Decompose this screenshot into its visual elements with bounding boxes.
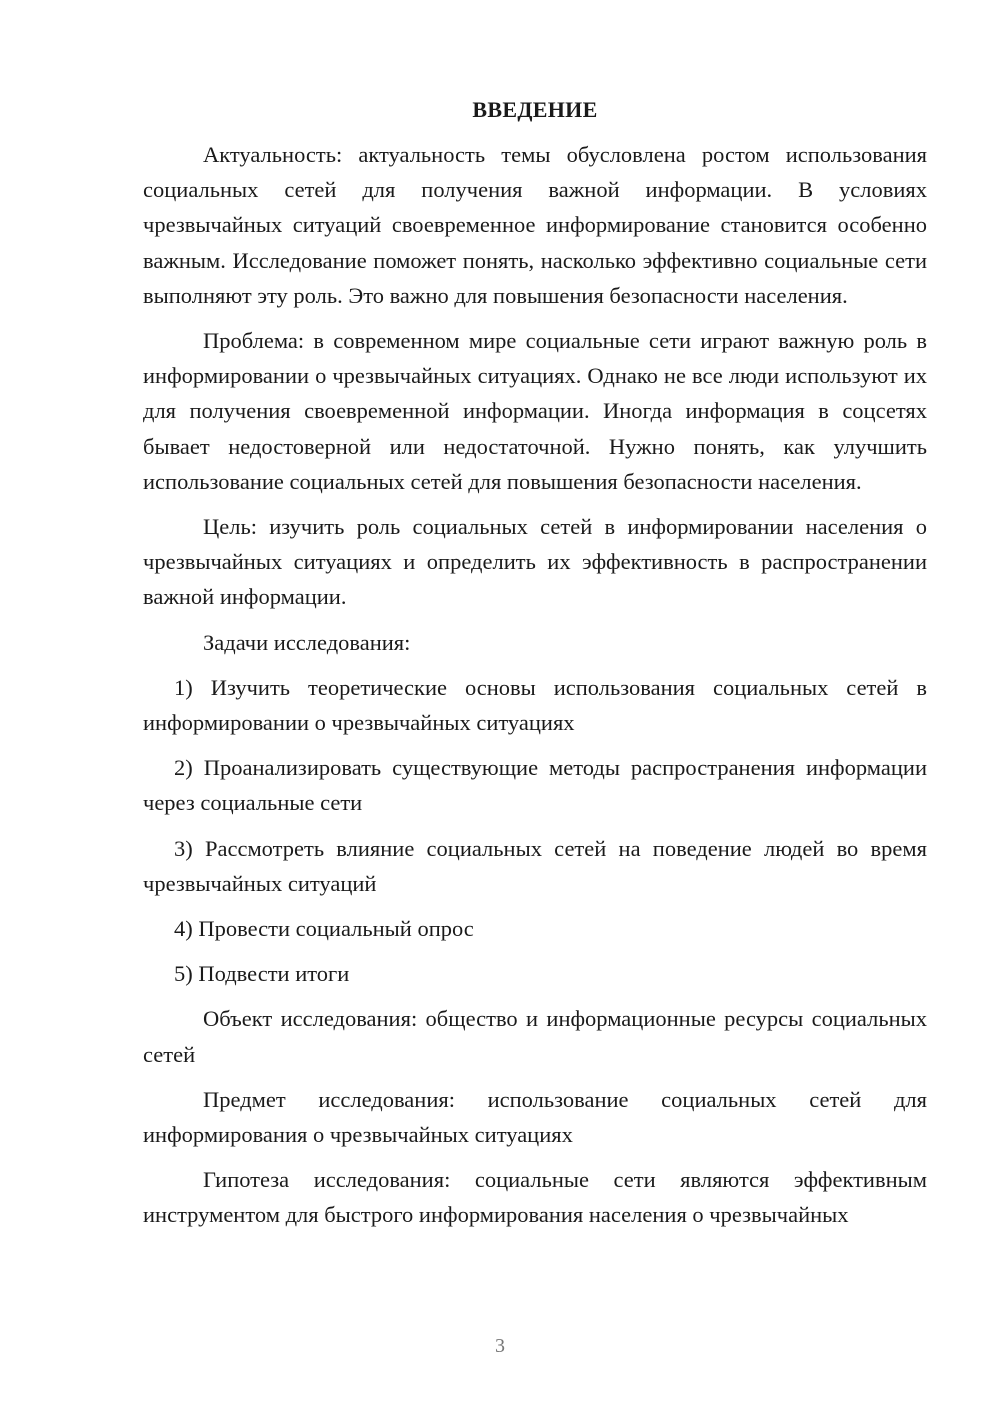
task-item-5: 5) Подвести итоги — [174, 961, 350, 987]
task-item-4: 4) Провести социальный опрос — [174, 916, 474, 942]
tasks-heading: Задачи исследования: — [203, 629, 411, 655]
task-item-3: 3) Рассмотреть влияние социальных сетей на поведение людей во время чрезвычайных ситуаций — [143, 835, 927, 896]
task-item-1: 1) Изучить теоретические основы использования социальных сетей в информировании о чрезвычайных ситуациях — [143, 674, 927, 736]
problem-paragraph: Проблема: в современном мире социальные сети играют важную роль в информировании о чрезвычайных ситуациях. Однако не все люди используют их для получения своевременной информации. Иногда информация в соцсетях бывает недостоверной или недостаточной. Нужно понять, как улучшить использование социальных сетей для повышения безопасности населения. — [143, 328, 927, 494]
goal-paragraph: Цель: изучить роль социальных сетей в информировании населения о чрезвычайных ситуациях и определить их эффективность в распространении важной информации. — [143, 514, 927, 610]
object-paragraph: Объект исследования: общество и информационные ресурсы социальных сетей — [143, 1006, 927, 1067]
page-content — [143, 92, 927, 1243]
page-number: 3 — [495, 1335, 505, 1357]
relevance-paragraph: Актуальность: актуальность темы обусловлена ростом использования социальных сетей для получения важной информации. В условиях чрезвычайных ситуаций своевременное информирование становится особенно важным. Исследование поможет понять, насколько эффективно социальные сети выполняют эту роль. Это важно для повышения безопасности населения. — [143, 142, 927, 308]
hypothesis-paragraph: Гипотеза исследования: социальные сети являются эффективным инструментом для быстрого информирования населения о чрезвычайных — [143, 1167, 927, 1228]
section-heading: ВВЕДЕНИЕ — [472, 97, 598, 122]
task-item-2: 2) Проанализировать существующие методы распространения информации через социальные сети — [143, 755, 927, 816]
subject-paragraph: Предмет исследования: использование социальных сетей для информирования о чрезвычайных ситуациях — [143, 1086, 927, 1148]
